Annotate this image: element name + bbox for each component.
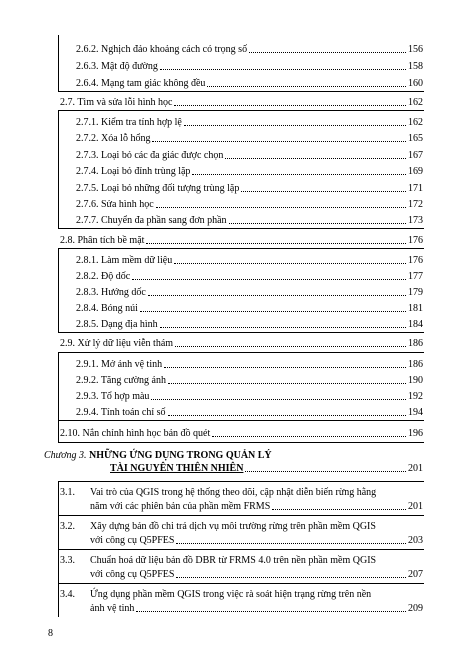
toc-entry-label: 2.8.1. Làm mềm dữ liệu: [76, 255, 173, 266]
item-line2: [90, 603, 423, 615]
leader-dots: [140, 310, 406, 312]
toc-entry-label: 2.6.4. Mạng tam giác không đều: [76, 78, 206, 89]
table-rule: [58, 91, 424, 92]
toc-section-page: 162: [408, 97, 423, 108]
leader-dots: [156, 206, 406, 208]
toc-section-label: 2.9. Xử lý dữ liệu viễn thám: [60, 338, 174, 349]
toc-section-label: 2.7. Tìm và sửa lỗi hình học: [60, 97, 173, 108]
leader-dots: [212, 435, 406, 437]
table-rule: [58, 228, 424, 229]
toc-section-label: 2.8. Phân tích bề mặt: [60, 235, 145, 246]
table-border: [58, 35, 59, 91]
table-border: [58, 248, 59, 332]
toc-section: [60, 428, 423, 440]
item-text: với công cụ Q5PFES: [90, 569, 175, 580]
toc-entry: [76, 375, 423, 387]
toc-entry-label: 2.8.2. Độ dốc: [76, 271, 131, 282]
toc-entry-page: 156: [408, 44, 423, 55]
table-rule: [58, 352, 424, 353]
table-rule: [58, 515, 424, 516]
toc-entry-label: 2.7.7. Chuyển đa phần sang đơn phần: [76, 215, 227, 226]
leader-dots: [174, 104, 406, 106]
toc-section-page: 176: [408, 235, 423, 246]
toc-entry-page: 169: [408, 166, 423, 177]
chapter-heading-line2: [110, 463, 423, 475]
table-border: [58, 481, 59, 617]
chapter-heading: [44, 450, 272, 462]
leader-dots: [241, 190, 406, 192]
leader-dots: [207, 85, 406, 87]
toc-entry-label: 2.8.5. Dạng địa hình: [76, 319, 158, 330]
toc-entry-page: 172: [408, 199, 423, 210]
toc-entry-label: 2.7.5. Loại bỏ những đối tượng trùng lặp: [76, 183, 240, 194]
leader-dots: [176, 576, 406, 578]
item-text: Vai trò của QGIS trong hệ thống theo dõi, cập nhật diễn biến rừng hằng: [90, 487, 377, 498]
toc-entry: [76, 271, 423, 283]
leader-dots: [272, 508, 406, 510]
leader-dots: [164, 366, 406, 368]
toc-entry-page: 194: [408, 407, 423, 418]
table-rule: [58, 110, 424, 111]
page-number: 8: [48, 628, 53, 639]
item-page: 201: [408, 501, 423, 512]
item-number: 3.3.: [60, 555, 75, 566]
item-number: 3.2.: [60, 521, 75, 532]
toc-entry: [76, 255, 423, 267]
toc-entry: [76, 133, 423, 145]
leader-dots: [245, 470, 406, 472]
toc-item: [60, 487, 423, 515]
toc-entry: [76, 44, 423, 56]
item-text: năm với các phiên bản của phần mềm FRMS: [90, 501, 271, 512]
toc-entry: [76, 150, 423, 162]
toc-section: [60, 338, 423, 350]
item-page: 203: [408, 535, 423, 546]
toc-entry-label: 2.6.3. Mật độ đường: [76, 61, 158, 72]
table-rule: [58, 481, 424, 482]
toc-entry: [76, 117, 423, 129]
toc-entry-page: 177: [408, 271, 423, 282]
toc-section-page: 196: [408, 428, 423, 439]
item-text: ảnh vệ tinh: [90, 603, 135, 614]
leader-dots: [192, 173, 406, 175]
chapter-prefix: Chương 3.: [44, 450, 87, 461]
toc-entry-page: 158: [408, 61, 423, 72]
item-number: 3.1.: [60, 487, 75, 498]
toc-entry-page: 167: [408, 150, 423, 161]
item-line1: [90, 521, 423, 533]
leader-dots: [160, 326, 406, 328]
toc-entry: [76, 391, 423, 403]
toc-entry-label: 2.9.3. Tổ hợp màu: [76, 391, 150, 402]
leader-dots: [151, 398, 406, 400]
leader-dots: [229, 222, 406, 224]
toc-entry-page: 181: [408, 303, 423, 314]
leader-dots: [184, 124, 406, 126]
toc-entry-label: 2.7.4. Loại bỏ đỉnh trùng lặp: [76, 166, 191, 177]
toc-entry-label: 2.7.2. Xóa lỗ hổng: [76, 133, 151, 144]
leader-dots: [174, 262, 406, 264]
toc-entry-page: 176: [408, 255, 423, 266]
table-border: [58, 420, 59, 442]
leader-dots: [175, 345, 406, 347]
toc-entry: [76, 61, 423, 73]
leader-dots: [146, 242, 406, 244]
toc-section-label: 2.10. Nắn chỉnh hình học bản đồ quét: [60, 428, 211, 439]
item-page: 207: [408, 569, 423, 580]
toc-item: [60, 589, 423, 617]
toc-entry-label: 2.7.1. Kiểm tra tính hợp lệ: [76, 117, 182, 128]
toc-entry-page: 160: [408, 78, 423, 89]
toc-entry-label: 2.7.3. Loại bỏ các đa giác được chọn: [76, 150, 224, 161]
table-rule: [58, 442, 424, 443]
toc-entry: [76, 78, 423, 90]
item-text: Xây dựng bản đồ chi trả dịch vụ môi trường rừng trên phần mềm QGIS: [90, 521, 376, 532]
toc-entry: [76, 287, 423, 299]
chapter-page: 201: [408, 463, 423, 474]
toc-item: [60, 555, 423, 583]
toc-entry-page: 173: [408, 215, 423, 226]
toc-entry-label: 2.6.2. Nghịch đảo khoảng cách có trọng số: [76, 44, 248, 55]
leader-dots: [160, 68, 406, 70]
item-line1: [90, 555, 423, 567]
item-number: 3.4.: [60, 589, 75, 600]
toc-entry: [76, 359, 423, 371]
toc-entry-label: 2.9.4. Tính toán chỉ số: [76, 407, 166, 418]
toc-entry-page: 171: [408, 183, 423, 194]
toc-entry: [76, 199, 423, 211]
toc-entry: [76, 215, 423, 227]
toc-entry-page: 179: [408, 287, 423, 298]
leader-dots: [168, 414, 406, 416]
toc-entry-label: 2.7.6. Sửa hình học: [76, 199, 154, 210]
item-line1: [90, 487, 423, 499]
toc-entry-label: 2.9.1. Mở ảnh vệ tinh: [76, 359, 163, 370]
table-rule: [58, 248, 424, 249]
item-text: Ứng dụng phần mềm QGIS trong việc rà soát hiện trạng rừng trên nền: [90, 589, 372, 600]
toc-entry-page: 184: [408, 319, 423, 330]
leader-dots: [148, 294, 406, 296]
leader-dots: [132, 278, 406, 280]
toc-item: [60, 521, 423, 549]
table-rule: [58, 549, 424, 550]
leader-dots: [225, 157, 406, 159]
table-border: [58, 352, 59, 420]
toc-entry-page: 162: [408, 117, 423, 128]
toc-entry: [76, 166, 423, 178]
item-line2: [90, 569, 423, 581]
toc-entry: [76, 183, 423, 195]
item-page: 209: [408, 603, 423, 614]
toc-section: [60, 235, 423, 247]
item-line2: [90, 501, 423, 513]
item-line1: [90, 589, 423, 601]
toc-entry-label: 2.8.3. Hướng dốc: [76, 287, 146, 298]
toc-entry-page: 165: [408, 133, 423, 144]
toc-entry: [76, 407, 423, 419]
item-text: Chuẩn hoá dữ liệu bản đồ DBR từ FRMS 4.0 trên nền phần mềm QGIS: [90, 555, 377, 566]
table-rule: [58, 583, 424, 584]
leader-dots: [249, 51, 406, 53]
item-text: với công cụ Q5PFES: [90, 535, 175, 546]
toc-entry: [76, 303, 423, 315]
leader-dots: [152, 140, 406, 142]
toc-entry: [76, 319, 423, 331]
table-border: [58, 110, 59, 228]
toc-entry-page: 192: [408, 391, 423, 402]
toc-entry-label: 2.8.4. Bóng núi: [76, 303, 138, 314]
leader-dots: [136, 610, 406, 612]
leader-dots: [168, 382, 406, 384]
toc-section: [60, 97, 423, 109]
chapter-title-line2: TÀI NGUYÊN THIÊN NHIÊN: [110, 463, 244, 474]
toc-section-page: 186: [408, 338, 423, 349]
toc-entry-label: 2.9.2. Tăng cường ảnh: [76, 375, 166, 386]
table-rule: [58, 332, 424, 333]
table-rule: [58, 420, 424, 421]
toc-entry-page: 186: [408, 359, 423, 370]
item-line2: [90, 535, 423, 547]
chapter-title-line1: NHỮNG ỨNG DỤNG TRONG QUẢN LÝ: [88, 450, 272, 461]
leader-dots: [176, 542, 406, 544]
toc-entry-page: 190: [408, 375, 423, 386]
